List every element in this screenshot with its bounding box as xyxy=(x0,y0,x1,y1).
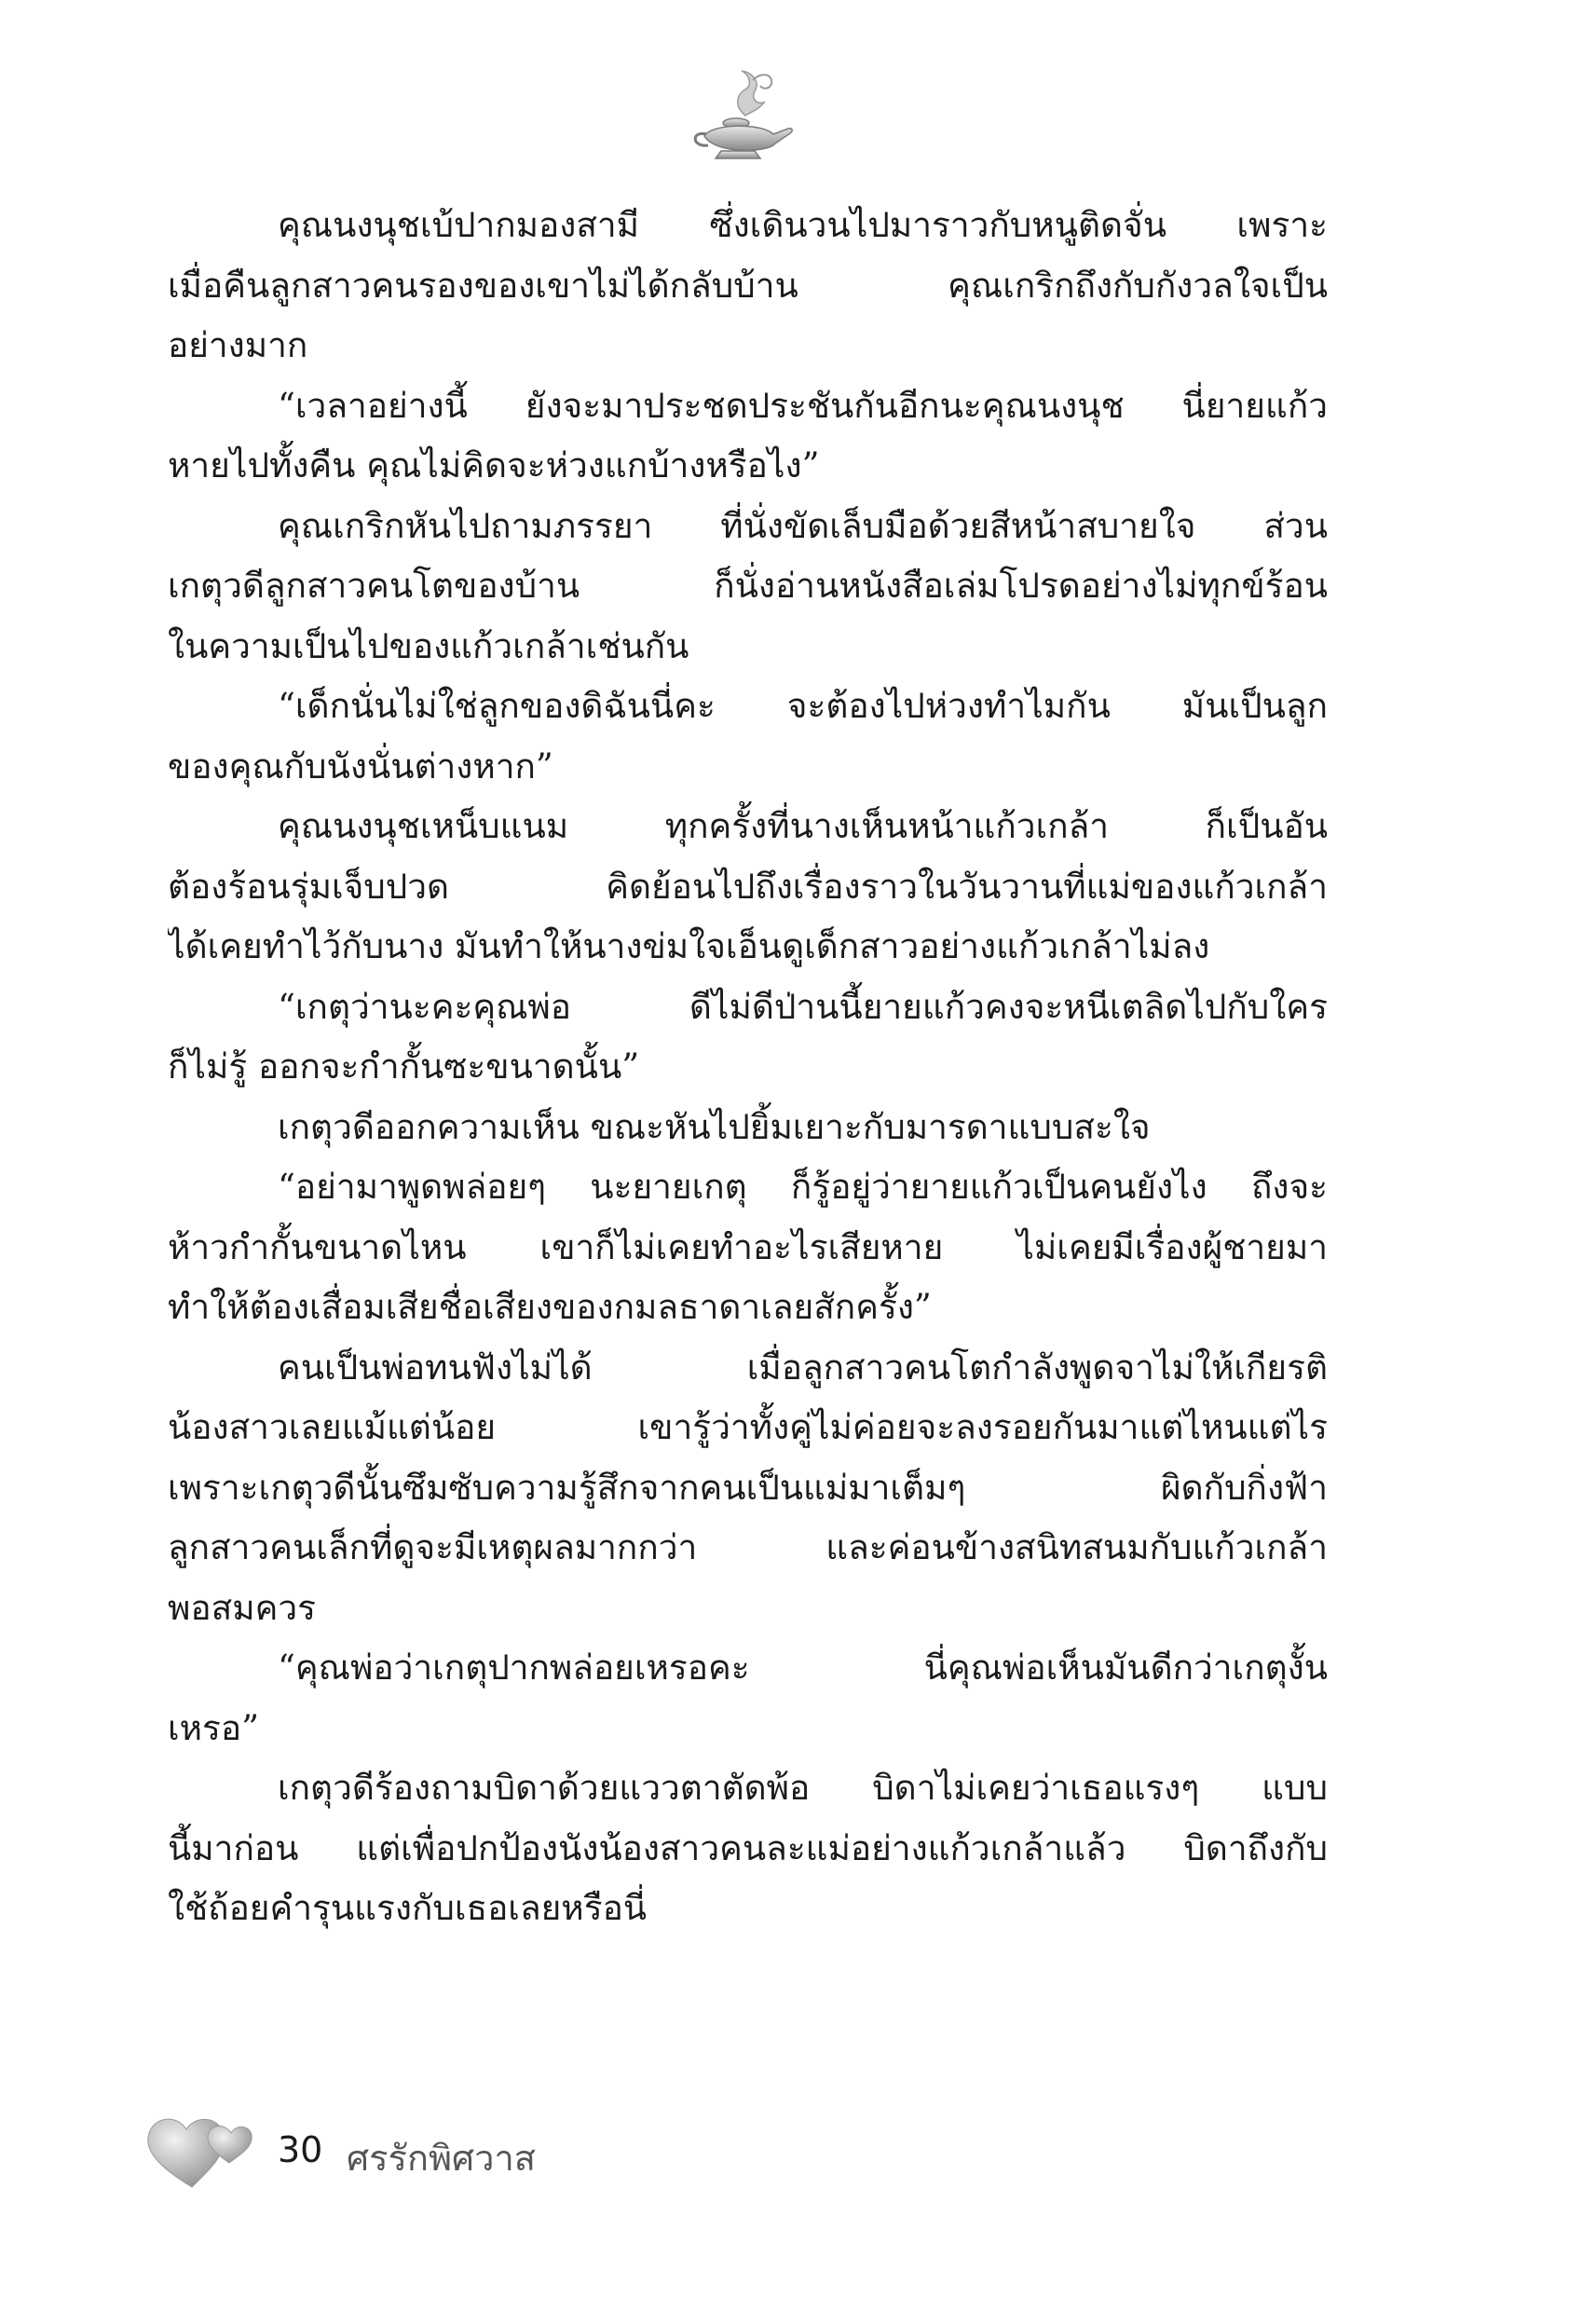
text-line: ในความเป็นไปของแก้วเกล้าเช่นกัน xyxy=(168,625,689,666)
text-line: “เด็กนั่นไม่ใช่ลูกของดิฉันนี่คะ จะต้องไปห่วงทำไมกัน มันเป็นลูก xyxy=(278,686,1328,726)
page-footer xyxy=(140,2101,699,2204)
text-line: คุณนงนุชเหน็บแนม ทุกครั้งที่นางเห็นหน้าแก้วเกล้า ก็เป็นอัน xyxy=(278,806,1328,846)
text-line: ก็ไม่รู้ ออกจะกำกั้นซะขนาดนั้น” xyxy=(168,1046,640,1087)
text-line: ทำให้ต้องเสื่อมเสียชื่อเสียงของกมลธาดาเลยสักครั้ง” xyxy=(168,1287,932,1327)
text-line: อย่างมาก xyxy=(168,325,308,365)
text-line: “เวลาอย่างนี้ ยังจะมาประชดประชันกันอีกนะคุณนงนุช นี่ยายแก้ว xyxy=(278,385,1328,426)
text-line: คุณนงนุชเบ้ปากมองสามี ซึ่งเดินวนไปมาราวกับหนูติดจั่น เพราะ xyxy=(278,205,1328,245)
text-line: ใช้ถ้อยคำรุนแรงกับเธอเลยหรือนี่ xyxy=(168,1888,648,1928)
text-line: เมื่อคืนลูกสาวคนรองของเขาไม่ได้กลับบ้าน คุณเกริกถึงกับกังวลใจเป็น xyxy=(168,265,1328,306)
text-line: ลูกสาวคนเล็กที่ดูจะมีเหตุผลมากกว่า และค่อนข้างสนิทสนมกับแก้วเกล้า xyxy=(168,1527,1328,1567)
text-line: คนเป็นพ่อทนฟังไม่ได้ เมื่อลูกสาวคนโตกำลังพูดจาไม่ให้เกียรติ xyxy=(278,1347,1328,1388)
text-line: “เกตุว่านะคะคุณพ่อ ดีไม่ดีป่านนี้ยายแก้วคงจะหนีเตลิดไปกับใคร xyxy=(278,986,1328,1027)
text-line: พอสมควร xyxy=(168,1587,316,1628)
text-line: ได้เคยทำไว้กับนาง มันทำให้นางข่มใจเอ็นดูเด็กสาวอย่างแก้วเกล้าไม่ลง xyxy=(168,926,1210,966)
hearts-icon xyxy=(140,2101,261,2195)
text-line: “คุณพ่อว่าเกตุปากพล่อยเหรอคะ นี่คุณพ่อเห็นมันดีกว่าเกตุงั้น xyxy=(278,1648,1328,1688)
book-title: ศรรักพิศวาส xyxy=(347,2138,536,2179)
page-number: 30 xyxy=(278,2129,323,2170)
text-line: เพราะเกตุวดีนั้นซึมซับความรู้สึกจากคนเป็นแม่มาเต็มๆ ผิดกับกิ่งฟ้า xyxy=(168,1467,1328,1508)
text-line: คุณเกริกหันไปถามภรรยา ที่นั่งขัดเล็บมือด้วยสีหน้าสบายใจ ส่วน xyxy=(278,505,1328,546)
genie-lamp-icon xyxy=(688,62,799,171)
text-line: น้องสาวเลยแม้แต่น้อย เขารู้ว่าทั้งคู่ไม่ค่อยจะลงรอยกันมาแต่ไหนแต่ไร xyxy=(168,1407,1328,1447)
body-text xyxy=(168,196,1328,1939)
text-line: ห้าวกำกั้นขนาดไหน เขาก็ไม่เคยทำอะไรเสียหาย ไม่เคยมีเรื่องผู้ชายมา xyxy=(168,1226,1328,1267)
text-line: เหรอ” xyxy=(168,1707,260,1748)
text-line: นี้มาก่อน แต่เพื่อปกป้องนังน้องสาวคนละแม่อย่างแก้วเกล้าแล้ว บิดาถึงกับ xyxy=(168,1827,1328,1868)
text-line: ของคุณกับนังนั่นต่างหาก” xyxy=(168,745,553,786)
text-line: “อย่ามาพูดพล่อยๆ นะยายเกตุ ก็รู้อยู่ว่ายายแก้วเป็นคนยังไง ถึงจะ xyxy=(278,1167,1328,1207)
text-line: หายไปทั้งคืน คุณไม่คิดจะห่วงแกบ้างหรือไง” xyxy=(168,445,820,485)
text-line: เกตุวดีออกความเห็น ขณะหันไปยิ้มเยาะกับมารดาแบบสะใจ xyxy=(278,1106,1151,1147)
text-line: ต้องร้อนรุ่มเจ็บปวด คิดย้อนไปถึงเรื่องราวในวันวานที่แม่ของแก้วเกล้า xyxy=(168,866,1328,907)
text-line: เกตุวดีลูกสาวคนโตของบ้าน ก็นั่งอ่านหนังสือเล่มโปรดอย่างไม่ทุกข์ร้อน xyxy=(168,566,1328,606)
text-line: เกตุวดีร้องถามบิดาด้วยแววตาตัดพ้อ บิดาไม่เคยว่าเธอแรงๆ แบบ xyxy=(278,1768,1328,1808)
